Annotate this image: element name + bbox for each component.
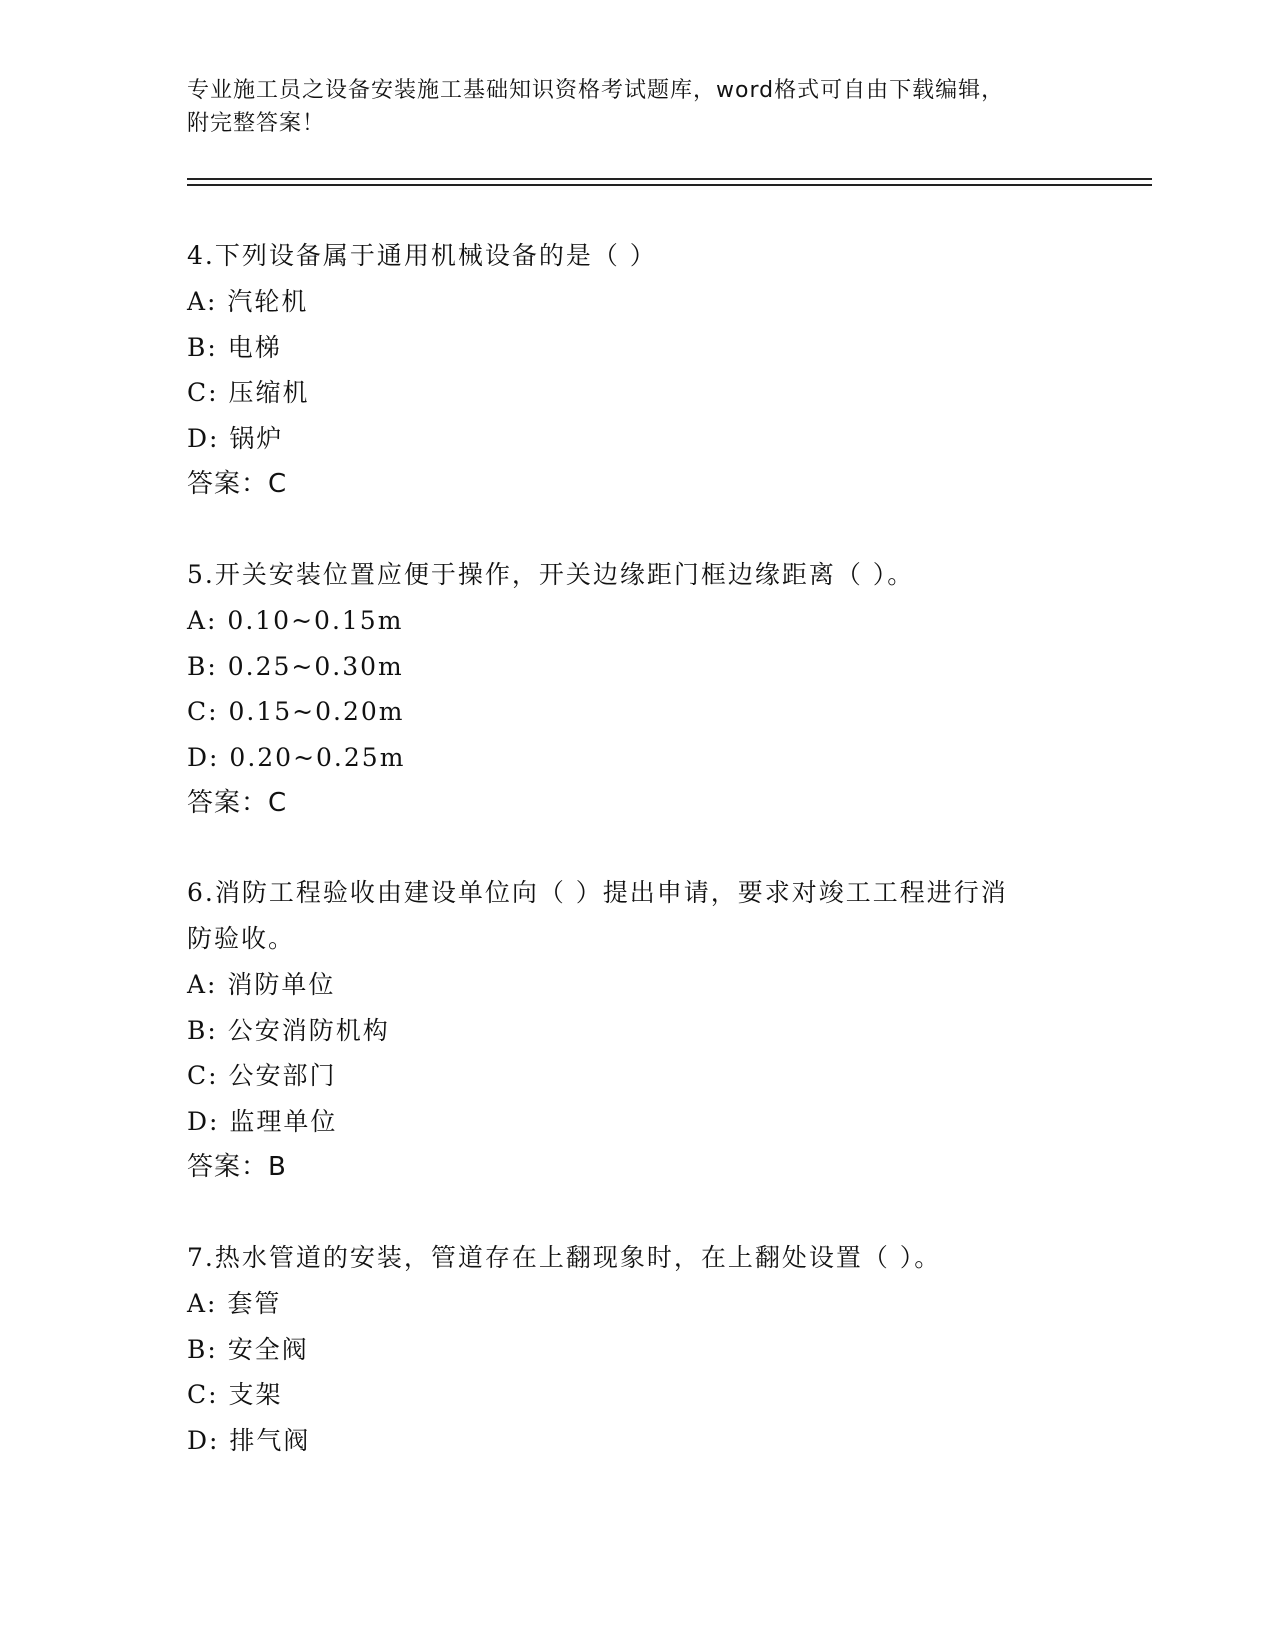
option-d: D: 排气阀 — [187, 1425, 311, 1455]
question-stem: 7.热水管道的安装，管道存在上翻现象时，在上翻处设置（ ）。 — [187, 1243, 942, 1272]
question-stem: 4.下列设备属于通用机械设备的是（ ） — [187, 241, 657, 270]
answer: 答案：C — [187, 788, 288, 818]
option-b: B: 0.25~0.30m — [187, 651, 404, 681]
option-b: B: 公安消防机构 — [187, 1015, 390, 1045]
option-d: D: 锅炉 — [187, 423, 284, 453]
document-header — [187, 74, 1067, 140]
answer: 答案：C — [187, 469, 288, 499]
option-c: C: 压缩机 — [187, 378, 310, 407]
question-stem-line-2: 防验收。 — [187, 924, 296, 953]
question-6 — [187, 870, 1087, 1190]
question-5 — [187, 552, 1087, 826]
option-b: B: 安全阀 — [187, 1334, 309, 1364]
header-line-2: 附完整答案！ — [187, 111, 326, 136]
option-d: D: 0.20~0.25m — [187, 742, 406, 772]
header-line-1: 专业施工员之设备安装施工基础知识资格考试题库，word格式可自由下载编辑， — [187, 78, 1005, 103]
option-a: A: 套管 — [187, 1289, 282, 1318]
option-b: B: 电梯 — [187, 332, 282, 362]
option-a: A: 0.10~0.15m — [187, 606, 404, 635]
option-c: C: 公安部门 — [187, 1061, 337, 1090]
question-stem-line-1: 6.消防工程验收由建设单位向（ ）提出申请，要求对竣工工程进行消 — [187, 878, 1008, 907]
answer: 答案：B — [187, 1152, 287, 1182]
option-c: C: 支架 — [187, 1380, 283, 1409]
option-a: A: 消防单位 — [187, 970, 336, 999]
option-a: A: 汽轮机 — [187, 287, 309, 316]
question-7 — [187, 1235, 1087, 1463]
question-stem: 5.开关安装位置应便于操作，开关边缘距门框边缘距离（ ）。 — [187, 560, 915, 589]
header-divider-bottom — [187, 184, 1152, 186]
option-d: D: 监理单位 — [187, 1106, 338, 1136]
option-c: C: 0.15~0.20m — [187, 697, 405, 726]
question-4 — [187, 233, 1087, 507]
header-divider-top — [187, 178, 1152, 180]
